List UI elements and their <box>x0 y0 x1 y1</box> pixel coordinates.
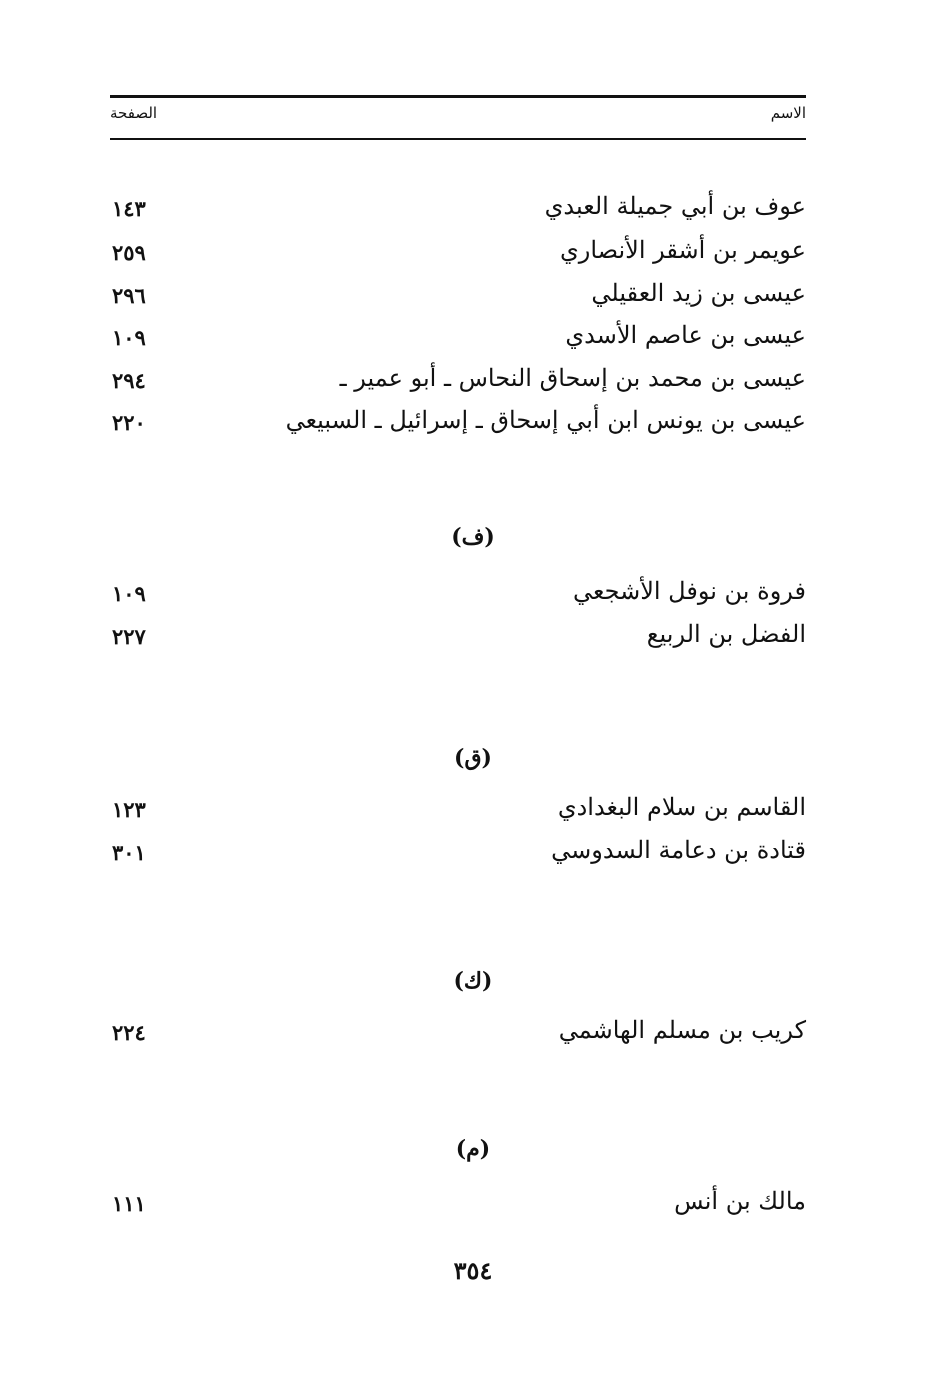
entry-page: ١٠٩ <box>112 581 146 606</box>
entry-page: ١٢٣ <box>112 797 146 822</box>
entry-page: ٢٩٦ <box>112 283 146 308</box>
header-bottom-rule <box>110 138 806 140</box>
section-letter-qaf: (ق) <box>454 745 492 771</box>
entry-page: ٢٢٧ <box>112 624 146 649</box>
entry-name: قتادة بن دعامة السدوسي <box>551 836 806 864</box>
index-entry <box>110 236 806 278</box>
entry-name: عويمر بن أشقر الأنصاري <box>559 236 806 264</box>
entry-page: ٣٠١ <box>112 840 146 865</box>
index-entry <box>110 793 806 835</box>
section-letter-fa: (ف) <box>451 524 495 550</box>
index-entry <box>110 1187 806 1229</box>
entry-name: مالك بن أنس <box>674 1187 806 1215</box>
index-entry <box>110 620 806 662</box>
entry-page: ٢٥٩ <box>112 240 146 265</box>
entry-name: عيسى بن زيد العقيلي <box>591 279 806 307</box>
entry-name: عيسى بن عاصم الأسدي <box>565 321 806 349</box>
entry-name: عيسى بن محمد بن إسحاق النحاس ـ أبو عمير ـ <box>339 364 806 392</box>
entry-page: ١٠٩ <box>112 325 146 350</box>
index-entry <box>110 192 806 234</box>
index-entry <box>110 321 806 363</box>
page-column-header: الصفحة <box>110 104 158 122</box>
entry-page: ١١١ <box>112 1191 146 1216</box>
entry-name: الفضل بن الربيع <box>646 620 806 648</box>
entry-page: ١٤٣ <box>112 196 146 221</box>
entry-name: كريب بن مسلم الهاشمي <box>558 1016 806 1044</box>
page-number: ٣٥٤ <box>453 1256 493 1285</box>
entry-name: عيسى بن يونس ابن أبي إسحاق ـ إسرائيل ـ السبيعي <box>285 406 806 434</box>
entry-name: فروة بن نوفل الأشجعي <box>573 577 806 605</box>
entry-page: ٢٩٤ <box>112 368 146 393</box>
name-column-header: الاسم <box>770 104 806 122</box>
section-letter-kaf: (ك) <box>453 968 493 994</box>
entry-page: ٢٢٠ <box>112 410 146 435</box>
entry-page: ٢٢٤ <box>112 1020 146 1045</box>
index-entry <box>110 1016 806 1058</box>
index-entry <box>110 577 806 619</box>
header-top-rule <box>110 95 806 98</box>
index-entry <box>110 364 806 406</box>
section-letter-mim: (م) <box>455 1136 491 1162</box>
index-entry <box>110 279 806 321</box>
entry-name: عوف بن أبي جميلة العبدي <box>544 192 806 220</box>
entry-name: القاسم بن سلام البغدادي <box>557 793 806 821</box>
index-entry <box>110 406 806 448</box>
index-entry <box>110 836 806 878</box>
